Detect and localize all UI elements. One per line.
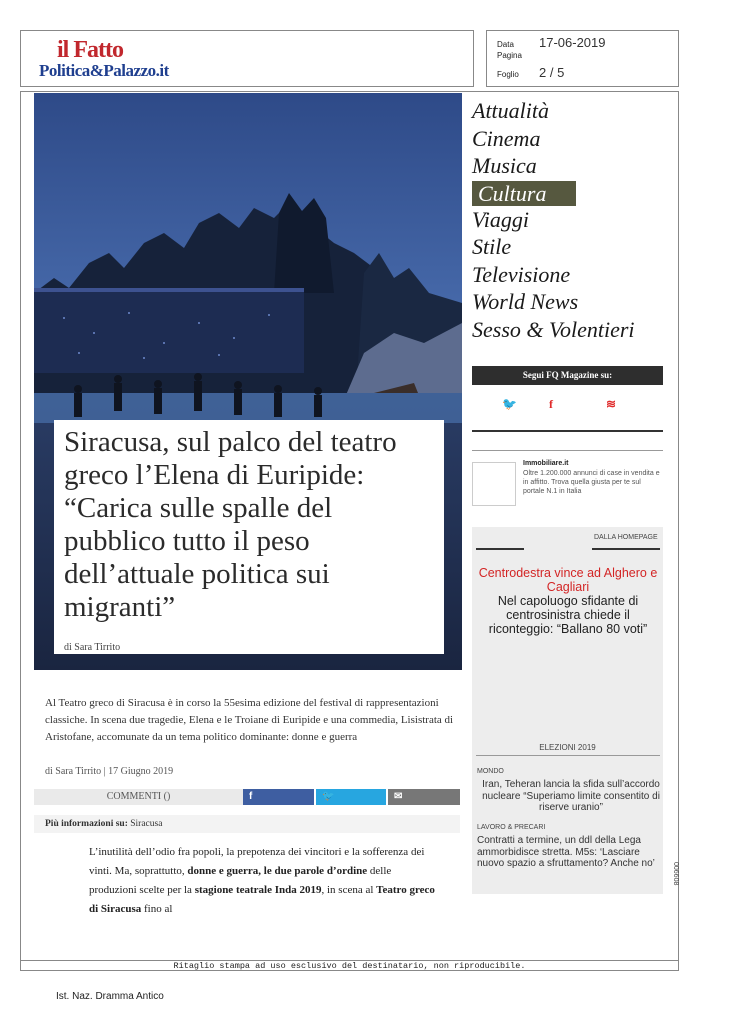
nav-item-televisione[interactable]: Televisione [472, 261, 571, 287]
comments-button[interactable]: COMMENTI () [34, 789, 243, 805]
story-red-title: Centrodestra vince ad Alghero e Cagliari [478, 566, 658, 594]
logo-bottom-text: Politica&Palazzo.it [39, 61, 169, 80]
footnote: Ist. Naz. Dramma Antico [56, 991, 164, 1002]
data-value: 17-06-2019 [539, 35, 606, 50]
body-text: , in scena al [321, 884, 377, 896]
share-email-button[interactable] [388, 789, 460, 805]
header-meta-box [486, 30, 679, 87]
article-body [89, 843, 439, 919]
body-text: fino al [141, 903, 173, 915]
nav-item-musica[interactable]: Musica [472, 153, 537, 178]
nav-item-world-news[interactable]: World News [472, 289, 579, 314]
twitter-icon: 🐦 [322, 791, 335, 802]
ad-thumbnail [472, 462, 516, 506]
nav-item-cinema[interactable]: Cinema [472, 125, 541, 151]
story-subtitle: Nel capoluogo sfidante di centrosinistra chiede il riconteggio: “Ballano 80 voti” [488, 594, 648, 636]
body-bold: stagione teatrale Inda 2019 [194, 884, 322, 896]
divider [472, 450, 663, 451]
nav-item-attualit-[interactable]: Attualità [472, 98, 549, 123]
email-icon: ✉ [394, 791, 403, 802]
more-info-tag[interactable]: Siracusa [130, 819, 163, 829]
article-byline-date: di Sara Tirrito | 17 Giugno 2019 [45, 766, 174, 777]
social-row [472, 397, 663, 417]
article-byline: di Sara Tirrito [64, 642, 121, 653]
share-twitter-button[interactable] [316, 789, 386, 805]
dalla-homepage-label: DALLA HOMEPAGE [594, 534, 658, 541]
lavoro-story[interactable]: Contratti a termine, un ddl della Lega ammorbidisce stretta. M5s: ‘Lasciare nuovo spazio a sfruttamento? Anche no’ [477, 835, 655, 869]
body-bold: Teatro greco di Siracusa [89, 884, 435, 915]
headline-box [54, 420, 444, 654]
mondo-story[interactable]: Iran, Teheran lancia la sfida sull’accordo nucleare “Superiamo limite consentito di riserve uranio” [482, 779, 660, 813]
twitter-icon[interactable]: 🐦 [502, 397, 517, 411]
logo-top-text: il Fatto [57, 37, 123, 63]
elezioni-label: ELEZIONI 2019 [539, 743, 596, 752]
foglio-label: Foglio [497, 70, 519, 79]
body-bold: donne e guerra, le due parole d’ordine [187, 865, 368, 877]
divider [476, 755, 660, 756]
clipping-notice: Ritaglio stampa ad uso esclusivo del destinatario, non riproducibile. [20, 960, 679, 971]
body-text: delle produzioni scelte per la [89, 865, 392, 896]
article-headline[interactable]: Siracusa, sul palco del teatro greco l’Elena di Euripide: “Carica sulle spalle del pubblico tutto il peso dell’attuale politica sui migranti” [64, 426, 397, 623]
ad-text: Oltre 1.200.000 annunci di case in vendita e in affitto. Trova quella giusta per te sul portale N.1 in Italia [523, 470, 660, 495]
follow-bar: Segui FQ Magazine su: [472, 366, 663, 385]
more-info-label: Più informazioni su: [45, 819, 128, 829]
nav-item-stile[interactable]: Stile [472, 234, 512, 259]
more-info-bar [34, 815, 460, 833]
facebook-icon[interactable]: f [549, 397, 553, 411]
facebook-icon: f [249, 791, 253, 802]
header-logo-box [20, 30, 474, 87]
divider [476, 548, 524, 550]
immobiliare-ad[interactable] [472, 460, 663, 508]
divider [592, 548, 660, 550]
share-facebook-button[interactable] [243, 789, 314, 805]
lavoro-label: LAVORO & PRECARI [477, 824, 546, 831]
body-text: L’inutilità dell’odio fra popoli, la prepotenza dei vincitori e la sofferenza dei vinti. Ma, soprattutto, [89, 846, 425, 877]
vertical-code: 006608 [672, 862, 679, 886]
logo[interactable] [39, 37, 209, 85]
data-label: Data [497, 40, 514, 49]
nav-item-sesso-volentieri[interactable]: Sesso & Volentieri [472, 316, 635, 342]
pagina-label: Pagina [497, 51, 522, 60]
divider [472, 430, 663, 432]
mondo-label: MONDO [477, 768, 504, 775]
headline-story[interactable] [474, 566, 662, 636]
rss-icon[interactable]: ≋ [606, 397, 617, 411]
nav-item-viaggi[interactable]: Viaggi [472, 206, 530, 232]
ad-title: Immobiliare.it [523, 460, 569, 467]
article-summary: Al Teatro greco di Siracusa è in corso la 55esima edizione del festival di rappresentazioni classiche. In scena due tragedie, Elena e le Troiane di Euripide e una commedia, Lisistrata di Aristofane, accomunate da un tema politico dominante: donne e guerra [45, 697, 454, 743]
nav-item-cultura[interactable]: Cultura [472, 181, 576, 206]
foglio-value: 2 / 5 [539, 65, 565, 80]
category-nav [472, 97, 672, 343]
